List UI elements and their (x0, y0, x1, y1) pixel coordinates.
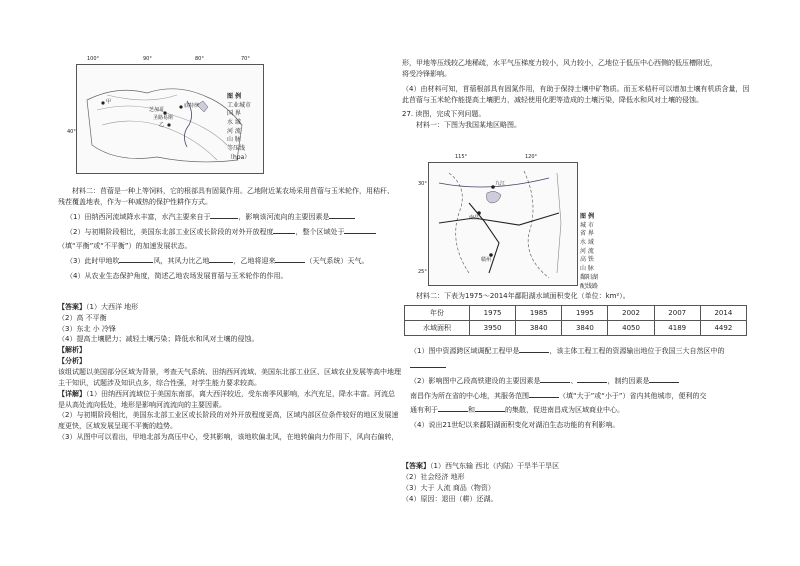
left-text (58, 186, 401, 443)
answer-line: （4）提高土壤肥力；减轻土壤污染；降低水和风对土壤的侵蚀。 (58, 335, 259, 344)
legend-item: 国 界 (227, 110, 241, 118)
q3: 南昌作为所在省的中心地，其服务范围 （填“大于”或“小于”）省内其他城市，便利的交 (410, 391, 707, 400)
table-cell: 4189 (654, 321, 700, 336)
fenxi-line: 该组试题以美国部分区域为背景，考查天气系统、田纳西河流域、美国东北部工业区、区域农业发展等高中地理 (58, 367, 401, 376)
q1: （1）田纳西河流域降水丰富，水汽主要来自于 ，影响该河流向的主要因素是 (58, 212, 396, 223)
lat-label: 25° (418, 269, 427, 275)
q4: （4）从农业生态保护角度，简述乙地农场发展苜蓿与玉米轮作的作用。 (66, 272, 288, 281)
q3c: 通有利于 和 的集散，促进南昌成为区域商业中心。 (410, 406, 624, 415)
lon-label: 115° (455, 154, 468, 160)
place-label: 圣路易斯 (153, 115, 174, 121)
detail-line: 度更快，区域发展呈现不平衡的趋势。 (58, 422, 177, 431)
lat-label: 30° (418, 181, 427, 187)
q1-blank (402, 361, 747, 372)
answer-line: 【答案】（1）大西洋 地形 (58, 302, 139, 311)
table-cell: 2002 (608, 306, 654, 321)
fenxi-tag: 【分析】 (58, 357, 86, 366)
legend-item: 山 脉 (580, 265, 594, 273)
answer-line: （3）大于 人流 商品（物资） (402, 483, 495, 492)
place-label: 乙 (159, 122, 165, 128)
answer-tag: 【答案】 (58, 302, 86, 311)
q2: （2）与初期阶段相比，美国东北部工业区或长阶段的对外开放程度 ，整个区域处于 (58, 227, 396, 238)
table-cell: 1985 (516, 306, 562, 321)
detail-line: （3）从图中可以看出，甲地北部为高压中心，受其影响，该地吹偏北风，在地转偏向力作用下，风向右偏转， (58, 433, 399, 442)
answer-line: 【答案】（1）西气东输 西北（内陆）干旱半干旱区 (402, 462, 560, 471)
place-label: 九江 (495, 181, 506, 187)
place-label: 芝加哥 (149, 107, 165, 113)
right-line: 形，甲地等压线较乙地稀疏，水平气压梯度力较小，风力较小，乙地位于低压中心西侧的低压槽附近， (402, 59, 717, 67)
lon-label: 90° (143, 56, 152, 62)
china-region-map (418, 154, 578, 286)
jiexi-tag: 【解析】 (58, 346, 86, 355)
legend-item: 河 流 (227, 127, 241, 135)
answer-line: （2）社会经济 地形 (402, 472, 465, 481)
fenxi-line: 主干知识，试题涉及知识点多，综合性强，对学生能力要求较高。 (58, 378, 261, 387)
legend-item: 山 脉 (227, 136, 241, 144)
place-label: 甲 (106, 99, 112, 105)
material2-right: 材料二：下表为1975～2014年鄱阳湖水域面积变化（单位：km²）。 (416, 292, 630, 300)
map2-legend (580, 213, 598, 291)
table-cell: 3840 (562, 321, 608, 336)
table-row (405, 306, 747, 321)
table-cell: 4050 (608, 321, 654, 336)
answer-line: （3）东北 小 冷锋 (58, 324, 116, 333)
legend-item: 配线路 (580, 282, 599, 290)
legend-title: 图 例 (227, 93, 242, 100)
answer-line: （4）原因：退田（耕）还湖。 (402, 494, 498, 503)
q3: （3）此时甲地吹 风，其风力比乙地 ，乙地将迎来 （天气系统）天气。 (66, 257, 369, 266)
right-line: （4）由材料可知，苜蓿根部具有固氮作用，有助于保持土壤中矿物质。而玉米秸秆可以增加土壤有机质含量，因 (402, 84, 750, 93)
q27: 27. 读图，完成下列问题。 (402, 110, 486, 119)
right-questions (402, 346, 747, 504)
map-legend (227, 93, 251, 163)
legend-item: 等压线 (227, 145, 246, 153)
legend-title: 图 例 (580, 213, 595, 220)
legend-item: 水 域 (580, 239, 594, 247)
table-cell: 4492 (700, 321, 746, 336)
material2: 材料二：苜蓿是一种上等饲料，它的根部具有固氮作用。乙地附近某农场采用苜蓿与玉米轮作，用秸秆、 (72, 187, 394, 195)
legend-item: 工业城市 (227, 101, 252, 109)
table-cell: 2007 (654, 306, 700, 321)
lon-label: 100° (87, 56, 100, 62)
lon-label: 80° (195, 56, 204, 62)
legend-item: 城 市 (580, 221, 594, 229)
us-pressure-map (67, 56, 264, 174)
answer-line: （2）高 不平衡 (58, 313, 107, 322)
table-cell: 3950 (470, 321, 516, 336)
table-cell: 1975 (470, 306, 516, 321)
legend-item: 水 域 (227, 119, 241, 127)
lon-label: 70° (241, 56, 250, 62)
table-row (405, 321, 747, 336)
legend-item: 河 流 (580, 247, 594, 255)
right-top-text (402, 58, 750, 131)
table-cell: 2014 (700, 306, 746, 321)
legend-unit: （hpa） (227, 153, 251, 161)
place-label: 赣州 (481, 257, 492, 263)
detail-line: 【详解】（1）田纳西河流域位于美国东南部，离大西洋较近，受东南季风影响，水汽充足，降水丰富。河流总 (58, 389, 395, 398)
q2c: （填“平衡”或“不平衡”）的加速发展状态。 (58, 242, 192, 251)
table-cell: 1995 (562, 306, 608, 321)
table-cell: 3840 (516, 321, 562, 336)
right-line: 将受冷锋影响。 (402, 69, 451, 78)
answer-tag: 【答案】 (402, 462, 430, 471)
q4: （4）说出21世纪以来鄱阳湖面积变化对湖泊生态功能的有利影响。 (410, 421, 620, 430)
lat-label: 40° (67, 129, 76, 135)
material2b: 残茬覆盖地表，作为一种减热的保护性耕作方式。 (58, 197, 212, 206)
detail-line: 是从高处流向低处，地形是影响河流流向的主要因素。 (58, 400, 226, 409)
legend-item: 高 铁 (580, 256, 594, 264)
lake-area-table (404, 305, 747, 336)
q2: （2）影响图中乙段高铁建设的主要因素是 、 ，制约因素是 (402, 376, 747, 387)
q1: （1）图中资源跨区域调配工程甲是 ，该主体工程工程的资源输出地位于我国三大自然区中的 (410, 347, 725, 355)
table-header-cell: 年份 (405, 306, 470, 321)
detail-line: （2）与初期阶段相比，美国东北部工业区或长阶段的对外开放程度更高，区域内部区位条件较好的地区发展速 (58, 411, 399, 420)
detail-tag: 【详解】 (58, 389, 86, 398)
right-line: 此苜蓿与玉米轮作能提高土壤肥力，减轻使用化肥等造成的土壤污染，降低水和风对土壤的侵蚀。 (402, 95, 703, 104)
lon-label: 120° (525, 154, 538, 160)
legend-item: 鄱阳湖 (580, 273, 599, 281)
material1: 材料一：下图为我国某地区略图。 (416, 121, 521, 130)
legend-item: 省 界 (580, 230, 594, 238)
place-label: 底特律 (184, 103, 200, 109)
place-label: 南昌 (469, 215, 480, 221)
table-header-cell: 水域面积 (405, 321, 470, 336)
